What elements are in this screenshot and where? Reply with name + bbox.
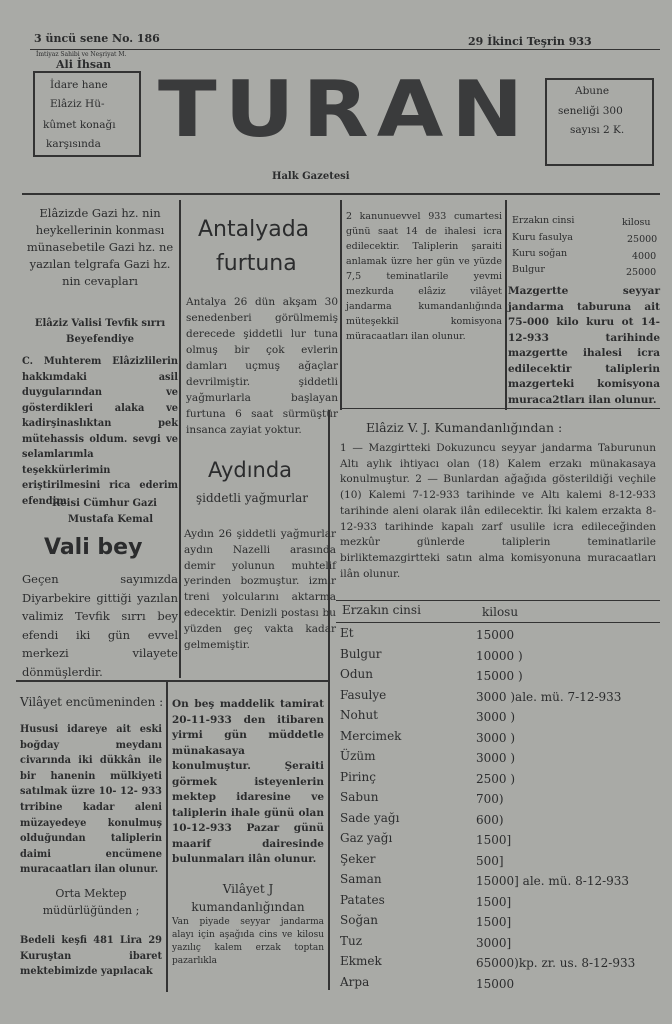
table-row-qty: 700)	[476, 792, 504, 806]
column-divider	[340, 200, 342, 410]
tender-notice: 2 kanunuevvel 933 cumartesi günü saat 14 de ihalesi icra edilecektir. Taliplerin şaraiti anlamak üzre her gün ve yüzde 7,5 teminatlarile yevmi mezkurda elâziz vilâyet jandarma kumandanlığında müteşekkil komisyona müracaatları ilan olunur.	[346, 211, 502, 342]
provision-item-qty: 25000	[626, 267, 657, 278]
aydin-heading: Aydında	[208, 458, 293, 482]
table-row-qty: 1500]	[476, 833, 512, 847]
table-row-qty: 10000 )	[476, 648, 523, 663]
table-row-qty: 15000] ale. mü. 8-12-933	[476, 874, 630, 888]
table-row-name: Saman	[340, 872, 382, 886]
antalya-body: Antalya 26 dün akşam 30 senedenberi görülmemiş derecede şiddetli lur tuna olmuş bir çok evlerin damları uçmuş ağaçlar devrilmiştir. şiddetli yağmurlarla başlayan furtuna 6 saat sürmüştür insanca zayiat yoktur.	[186, 296, 338, 436]
subscription-line: Abune	[575, 85, 610, 97]
provision-header-name: Erzakın cinsi	[512, 215, 575, 226]
table-row-qty: 15000	[476, 628, 515, 642]
jandarma-heading: Elâziz V. J. Kumandanlığından :	[366, 420, 563, 435]
jk-body: Van piyade seyyar jandarma alayı için aşağıda cins ve kilosu yazılıç kalem erzak toptan pazarlıkla	[172, 917, 324, 966]
antalya-heading: Antalyada	[198, 217, 310, 242]
table-row-name: Arpa	[340, 974, 370, 989]
table-row-name: Tuz	[340, 933, 363, 948]
masthead-rule	[22, 193, 660, 195]
antalya-heading: furtuna	[216, 251, 297, 276]
subscription-line: seneliği 300	[558, 105, 623, 117]
table-header-name: Erzakın cinsi	[342, 603, 421, 617]
table-row-name: Şeker	[340, 851, 376, 866]
table-row-qty: 3000 )ale. mü. 7-12-933	[476, 689, 622, 704]
table-row-name: Mercimek	[340, 728, 402, 743]
table-row-name: Gaz yağı	[340, 831, 393, 845]
table-row-qty: 3000 )	[476, 730, 516, 745]
issue-date: 29 İkinci Teşrin 933	[468, 35, 592, 48]
aydin-body: Aydın 26 şiddetli yağmurlar aydın Nazelli arasında demir yolunun muhtelif yerinden bozmuştur. izmir treni yolcularını aktarma edecektir. Denizli postası bu yüzden geç vakta kadar gelmemiştir.	[184, 528, 336, 651]
telegram-heading: Elâzizde Gazi hz. nin heykellerinin konması münasebetile Gazi hz. ne yazılan telgrafa Gazi hz. nin cevapları	[26, 206, 174, 288]
mektep-body: Bedeli keşfi 481 Lira 29 Kuruştan ibaret mektebimizde yapılacak	[20, 935, 162, 977]
tamirat-body: On beş maddelik tamirat 20-11-933 den itibaren yirmi gün müddetle münakasaya konulmuştur. Şeraiti görmek isteyenlerin mektep idaresine ve taliplerin ihale günü olan 10-12-933 Pazar günü maarif dairesinde bulunmaları ilân olunur.	[172, 698, 324, 865]
column-divider	[505, 200, 507, 410]
telegram-body: C. Muhterem Elâzizlilerin hakkımdaki asil duygularından ve gösterdikleri alaka ve kadirşinaslıktan pek mütehassis oldum. sevgi ve selamlarımla teşekkürlerimin eriştirilmesini rica ederim efendim.	[22, 356, 178, 507]
vali-body: Geçen sayımızda Diyarbekire gittiği yazılan valimiz Tevfik sırrı bey efendi iki gün evvel merkezi vilayete dönmüşlerdir.	[22, 572, 178, 679]
table-row-qty: 15000	[476, 976, 515, 991]
address-line: kûmet konağı	[43, 119, 116, 131]
table-row-qty: 3000 )	[476, 710, 516, 724]
table-row-name: Üzüm	[340, 749, 376, 763]
mektep-heading: Orta Mektep müdürlüğünden ;	[42, 887, 140, 917]
table-row-name: Soğan	[340, 913, 379, 927]
top-rule	[30, 49, 660, 50]
table-row-qty: 500]	[476, 853, 504, 868]
signature-name: Mustafa Kemal	[68, 514, 154, 525]
table-row-name: Sabun	[340, 790, 379, 804]
table-row-name: Sade yağı	[340, 810, 400, 825]
table-row-name: Pirinç	[340, 769, 376, 784]
owner-name: Ali İhsan	[56, 58, 112, 71]
provision-item-name: Bulgur	[512, 264, 545, 275]
table-row-name: Bulgur	[340, 646, 382, 661]
signature-title: Reisi Cümhur Gazi	[52, 498, 157, 509]
table-row-name: Odun	[340, 667, 373, 681]
subscription-line: sayısı 2 K.	[570, 124, 625, 136]
table-row-qty: 1500]	[476, 915, 512, 929]
table-row-qty: 15000 )	[476, 669, 523, 683]
provision-item-qty: 25000	[627, 234, 658, 245]
provision-item-qty: 4000	[632, 251, 657, 262]
table-row-name: Patates	[340, 892, 385, 907]
jandarma-body: 1 — Mazgirtteki Dokuzuncu seyyar jandarma Taburunun Altı aylık ihtiyacı olan (18) Kalem erzakı münakasaya konulmuştur. 2 — Bunlardan ağağıda gösterildiği veçhile (10) Kalemi 7-12-933 tarihinde ve Altı kalemi 8-12-933 tarihinde aleni olarak ilân edilecektir. İki kalem erzakta 8-12-933 tarihinde kapalı zarf usulile icra edileceğinden mezkûr günlerde taliplerin teminatlarile birliktemazgirtteki satın alma komisyonuna muracaatları ilân olunur.	[340, 442, 656, 580]
table-row-name: Ekmek	[340, 954, 382, 968]
table-row-qty: 600)	[476, 812, 504, 827]
table-row-name: Nohut	[340, 708, 379, 722]
column-divider	[328, 410, 330, 990]
provision-header-qty: kilosu	[622, 217, 651, 228]
vali-heading: Vali bey	[44, 535, 143, 560]
column-divider	[179, 200, 181, 678]
table-row-qty: 1500]	[476, 894, 512, 909]
encumen-body: Hususi idareye ait eski boğday meydanı civarında iki dükkân ile bir hanenin mülkiyeti satılmak üzre 10- 12- 933 trribine kadar aleni müzayedeye konulmuş olduğundan taliplerin daimi encümene muracaatları ilan olunur.	[20, 724, 162, 876]
owner-caption: İmtiyaz Sahibi ve Neşriyat M.	[36, 51, 127, 58]
table-top-rule	[336, 600, 660, 601]
table-names	[340, 626, 401, 995]
section-rule	[340, 408, 660, 409]
column-divider	[166, 682, 168, 992]
newspaper-title: TURAN	[158, 65, 532, 155]
table-quantities	[476, 628, 635, 997]
table-row-qty: 3000 )	[476, 751, 516, 765]
table-header-rule	[336, 622, 660, 623]
table-header-qty: kilosu	[482, 605, 519, 619]
subtitle: Halk Gazetesi	[272, 171, 350, 182]
table-row-name: Et	[340, 626, 354, 640]
provision-item-name: Kuru fasulya	[512, 232, 573, 243]
table-row-qty: 3000]	[476, 935, 512, 950]
address-line: Elâziz Hü-	[50, 98, 105, 110]
provision-item-name: Kuru soğan	[512, 248, 568, 259]
encumen-heading: Vilâyet encümeninden :	[20, 695, 164, 709]
mazgirt-notice: Mazgertte seyyar jandarma taburuna ait 75-000 kilo kuru ot 14-12-933 tarihinde mazgertte ihalesi icra edilecektir taliplerin mazgerteki komisyona muraca2tları ilan olunur.	[508, 285, 660, 406]
table-row-qty: 2500 )	[476, 771, 516, 786]
address-line: İdare hane	[50, 79, 108, 91]
jk-heading: Vilâyet J kumandanlığından	[191, 882, 305, 914]
table-row-name: Fasulye	[340, 687, 387, 702]
address-line: karşısında	[46, 138, 101, 150]
governor-line: Elâziz Valisi Tevfik sırrı Beyefendiye	[34, 318, 166, 345]
table-row-qty: 65000)kp. zr. us. 8-12-933	[476, 956, 636, 970]
issue-number: 3 üncü sene No. 186	[34, 32, 160, 45]
aydin-subheading: şiddetli yağmurlar	[196, 491, 308, 505]
